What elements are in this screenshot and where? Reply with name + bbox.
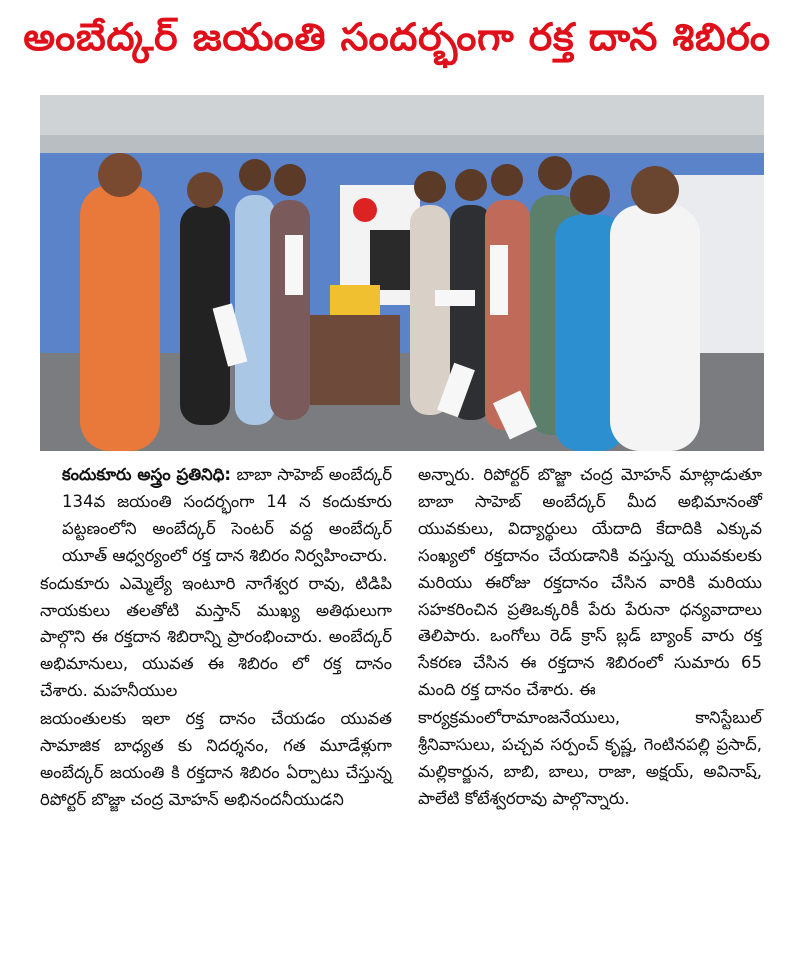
- group-photo-illustration: [40, 95, 764, 451]
- headline-text: అంబేద్కర్ జయంతి సందర్భంగా రక్త దాన శిబిరం: [23, 15, 771, 59]
- headline: [0, 0, 794, 84]
- article-left-column: [40, 462, 392, 814]
- paragraph: [40, 462, 392, 570]
- paragraph: కార్యక్రమంలోరామాంజనేయులు, కానిస్టేబుల్ శ్రీనివాసులు, పచ్చవ సర్పంచ్ కృష్ణ, గెంటినపల్లి ప్రసాద్, మల్లికార్జున, బాబి, బాలు, రాజా, అక్షయ్, అవినాష్, పాలేటి కోటేశ్వరరావు పాల్గొన్నారు.: [418, 708, 762, 808]
- dateline: కందుకూరు అస్త్రం ప్రతినిధి:: [62, 465, 231, 484]
- paragraph: కందుకూరు ఎమ్మెల్యే ఇంటూరి నాగేశ్వర రావు, టిడిపి నాయకులు తలతోటి మస్తాన్ ముఖ్య అతిథులుగా పాల్గొని ఈ రక్తదాన శిబిరాన్ని ప్రారంభించారు. అంబేద్కర్ అభిమానులు, యువత ఈ శిబిరం లో రక్త దానం చేశారు. మహనీయుల: [40, 573, 392, 701]
- paragraph: అన్నారు. రిపోర్టర్ బొజ్జా చంద్ర మోహన్ మాట్లాడుతూ బాబా సాహెబ్ అంబేద్కర్ మీద అభిమానంతో యువకులు, విద్యార్థులు యేదాది కేదాదికి ఎక్కువ సంఖ్యలో రక్తదానం చేయడానికి వస్తున్న యువకులకు మరియు ఈరోజు రక్తదానం చేసిన వారికి మరియు సహకరించిన ప్రతిఒక్కరికీ పేరు పేరునా ధన్యవాదాలు తెలిపారు. ఒంగోలు రెడ్ క్రాస్ బ్లడ్ బ్యాంక్ వారు రక్త సేకరణ చేసిన ఈ రక్తదాన శిబిరంలో సుమారు 65 మంది రక్త దానం చేశారు. ఈ: [418, 465, 762, 700]
- paragraph: జయంతులకు ఇలా రక్త దానం చేయడం యువత సామాజిక బాధ్యత కు నిదర్శనం, గత మూడేళ్లుగా అంబేద్కర్ జయంతి కి రక్తదాన శిబిరం ఏర్పాటు చేస్తున్న రిపోర్టర్ బొజ్జా చంద్ర మోహన్ అభినందనీయుడని: [40, 709, 392, 809]
- news-photo: [40, 95, 764, 451]
- paragraph-text: బాబా సాహెబ్ అంబేద్కర్ 134వ జయంతి సందర్భంగా 14 న కందుకూరు పట్టణంలోని అంబేద్కర్ సెంటర్ వద్ద అంబేద్కర్ యూత్ ఆధ్వర్యంలో రక్త దాన శిబిరం నిర్వహించారు.: [62, 465, 392, 565]
- article-right-column: [418, 462, 762, 813]
